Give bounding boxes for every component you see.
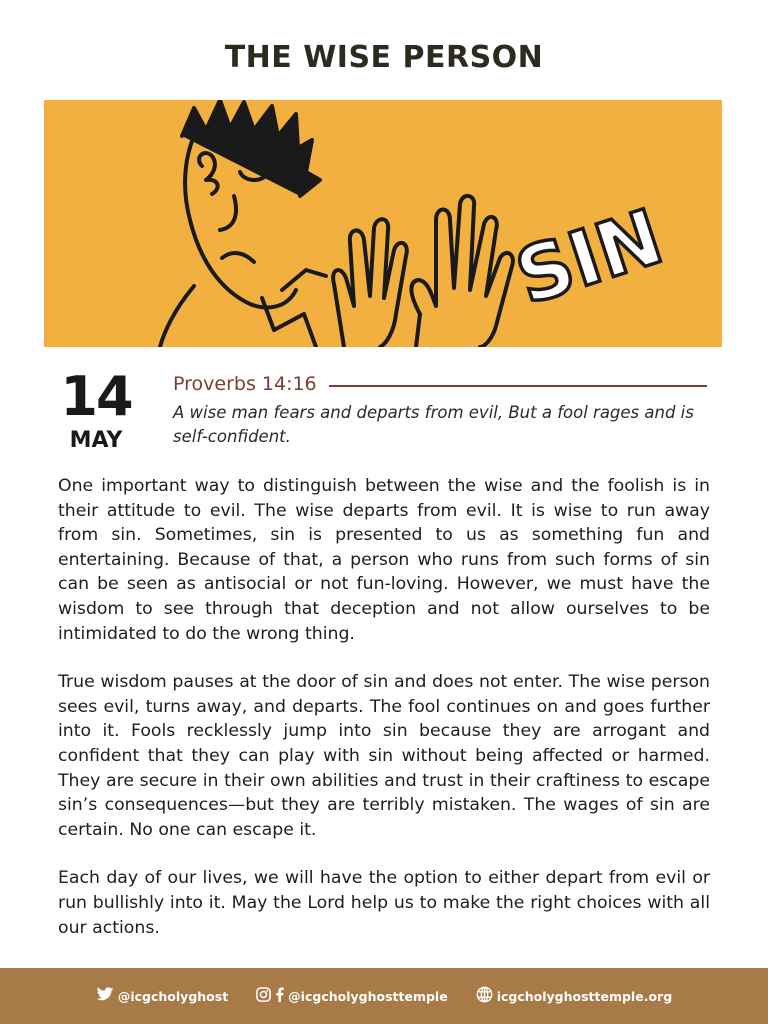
paragraph-2: True wisdom pauses at the door of sin and does not enter. The wise person sees evil, turns away, and departs. The fool continues on and goes further into it. Fools recklessly jump into sin because they are arrogant and confident that they can play with sin without being affected or harmed. They are secure in their own abilities and trust in their craftiness to escape sin’s consequences—but they are terribly mistaken. The wages of sin are certain. No one can escape it.	[58, 672, 710, 840]
left-hand	[333, 219, 407, 347]
devotional-body	[58, 474, 710, 964]
facebook-icon	[275, 987, 284, 1005]
reference-divider	[329, 385, 707, 387]
svg-text:SIN: SIN	[505, 191, 673, 322]
footer-website[interactable]	[476, 986, 672, 1006]
left-eye	[199, 153, 218, 194]
footer-instagram-facebook[interactable]	[256, 987, 448, 1005]
banner-illustration	[44, 100, 722, 347]
date-block	[56, 365, 136, 454]
scripture-header	[173, 373, 723, 395]
scripture-verse: A wise man fears and departs from evil, But a fool rages and is self-confident.	[173, 403, 694, 446]
scripture-block	[173, 373, 723, 449]
social-handle: @icgcholyghosttemple	[288, 988, 448, 1004]
instagram-icon	[256, 987, 271, 1005]
website-url: icgcholyghosttemple.org	[496, 988, 673, 1004]
paragraph-3: Each day of our lives, we will have the option to either depart from evil or run bullishly into it. May the Lord help us to make the right choices with all our actions.	[58, 868, 710, 938]
date-month: MAY	[69, 428, 123, 453]
right-hand	[411, 196, 512, 347]
page-title: THE WISE PERSON	[224, 40, 544, 75]
globe-icon	[476, 986, 493, 1006]
sin-lettering	[506, 192, 673, 322]
twitter-icon	[96, 987, 114, 1005]
footer-twitter[interactable]	[96, 987, 228, 1005]
scripture-reference: Proverbs 14:16	[173, 373, 317, 395]
date-day: 14	[60, 365, 132, 428]
twitter-handle: @icgcholyghost	[117, 988, 229, 1004]
footer-bar	[0, 968, 768, 1024]
mouth	[222, 253, 254, 262]
paragraph-1: One important way to distinguish between the wise and the foolish is in their attitude to evil. The wise departs from evil. It is wise to run away from sin. Sometimes, sin is presented to us as something fun and entertaining. Because of that, a person who runs from such forms of sin can be seen as antisocial or not fun-loving. However, we must have the wisdom to see through that deception and not allow ourselves to be intimidated to do the wrong thing.	[58, 476, 710, 644]
